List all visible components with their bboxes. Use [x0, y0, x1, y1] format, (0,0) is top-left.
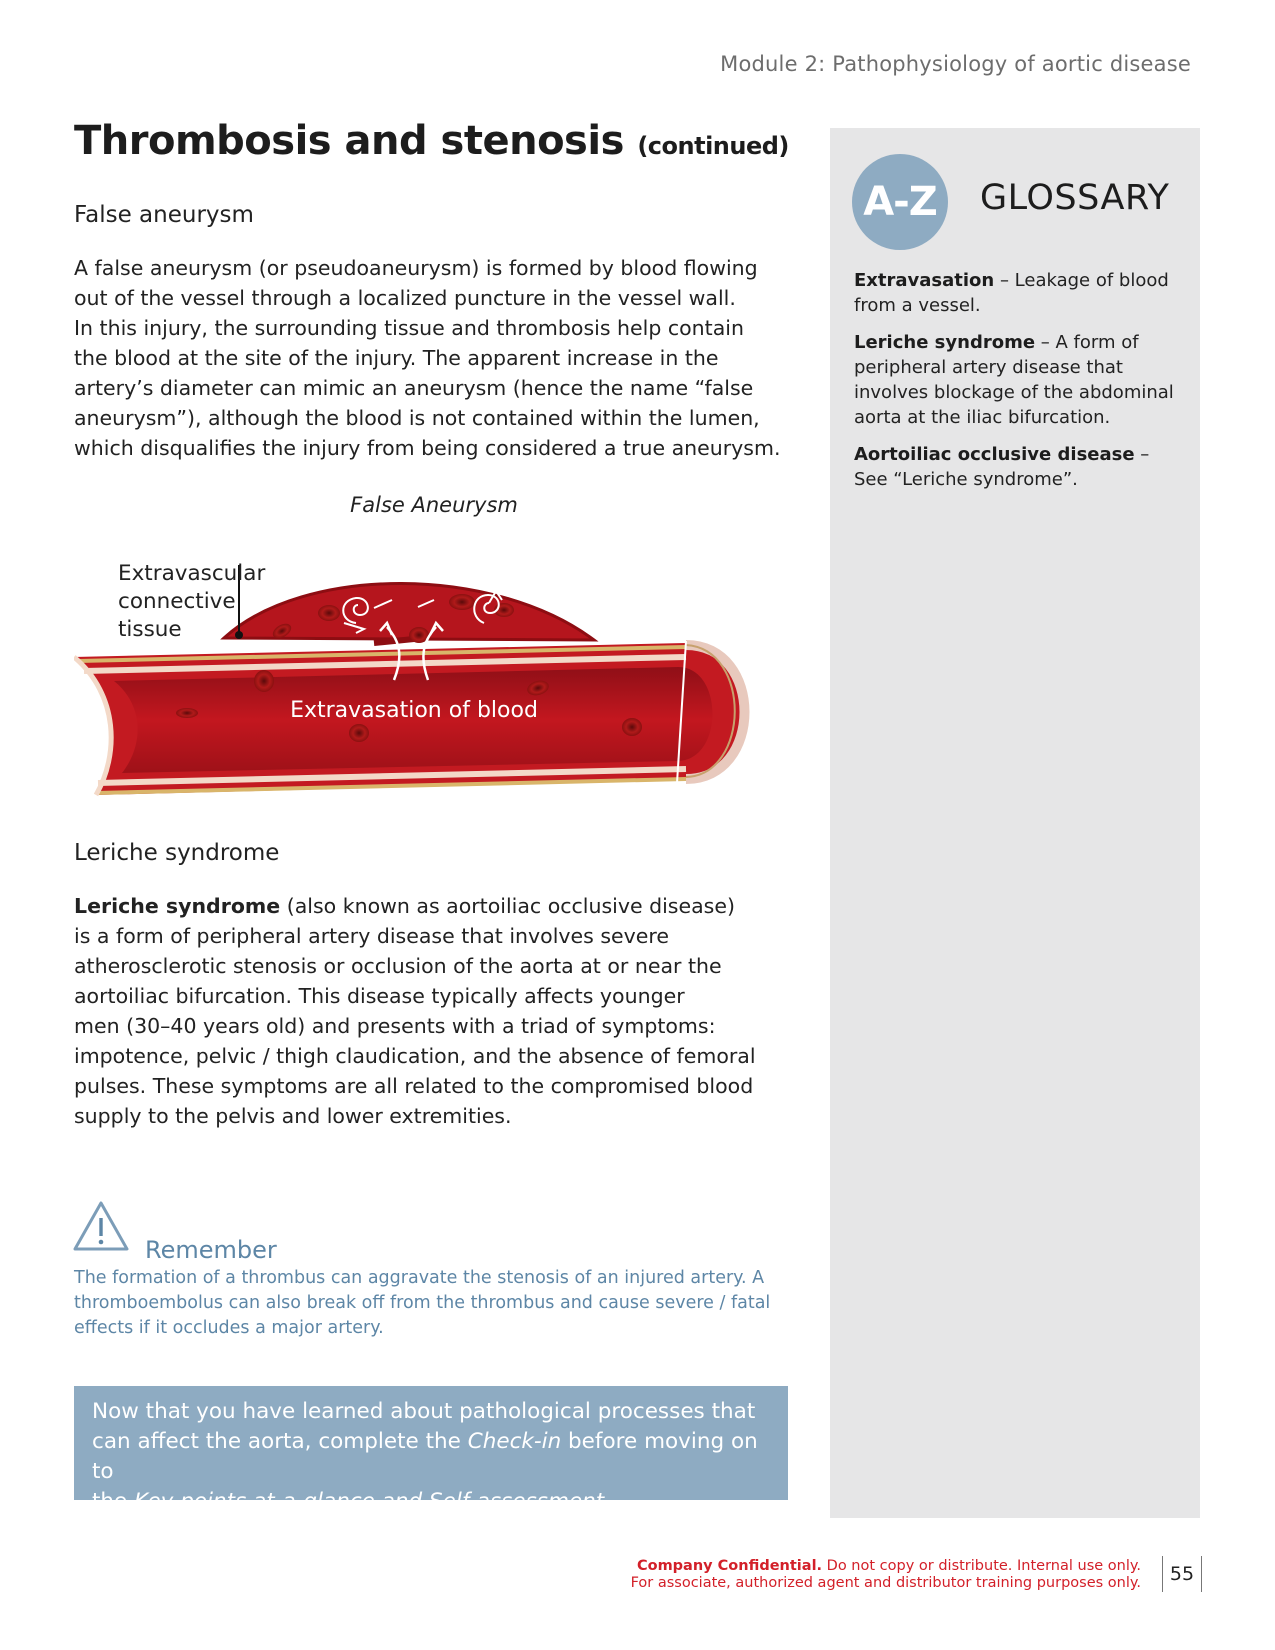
remember-title: Remember [145, 1236, 277, 1264]
key-points-link: Key points at-a-glance and Self-assessment [134, 1489, 605, 1514]
glossary-term: Extravasation [854, 270, 995, 291]
callout-line: can affect the aorta, complete the [92, 1429, 468, 1454]
glossary-term: Aortoiliac occlusive disease [854, 444, 1135, 465]
confidential-bold: Company Confidential. [636, 1558, 823, 1574]
false-aneurysm-heading: False aneurysm [74, 202, 254, 228]
callout-line: . [604, 1489, 612, 1514]
training-notice: For associate, authorized agent and distributor training purposes only. [630, 1575, 1141, 1591]
check-in-link: Check-in [467, 1429, 562, 1454]
module-header: Module 2: Pathophysiology of aortic disease [720, 52, 1191, 76]
callout-line: the [92, 1489, 135, 1514]
false-aneurysm-paragraph [74, 253, 794, 463]
page-title-suffix: (continued) [637, 132, 789, 160]
red-blood-cell [349, 724, 369, 742]
callout-line: Now that you have learned about pathological processes that [92, 1399, 756, 1424]
paragraph-line: men (30–40 years old) and presents with a triad of symptoms: [74, 1014, 716, 1038]
paragraph-line: is a form of peripheral artery disease that involves severe [74, 924, 669, 948]
red-blood-cell [449, 594, 475, 610]
figure-caption: False Aneurysm [350, 493, 518, 517]
red-blood-cell [622, 718, 642, 736]
leriche-paragraph [74, 891, 794, 1131]
remember-line: effects if it occludes a major artery. [74, 1318, 384, 1338]
page-number: 55 [1162, 1556, 1202, 1592]
paragraph-line: artery’s diameter can mimic an aneurysm (hence the name “false [74, 376, 754, 400]
paragraph-line: aortoiliac bifurcation. This disease typically affects younger [74, 984, 685, 1008]
tissue-label: Extravascular connective tissue [118, 561, 266, 642]
paragraph-line: (also known as aortoiliac occlusive disease) [280, 894, 735, 918]
page-title [74, 118, 789, 164]
glossary-panel [830, 128, 1200, 1518]
glossary-term: Leriche syndrome [854, 332, 1036, 353]
glossary-definition: – A form of peripheral artery disease that involves blockage of the abdominal aorta at the iliac bifurcation. [854, 332, 1174, 428]
glossary-definition: – Leakage of blood from a vessel. [854, 270, 1169, 316]
red-blood-cell [176, 708, 198, 718]
glossary-entry [854, 330, 1184, 430]
paragraph-line: supply to the pelvis and lower extremities. [74, 1104, 512, 1128]
leriche-bold-lead: Leriche syndrome [74, 894, 281, 918]
remember-line: thromboembolus can also break off from the thrombus and cause severe / fatal [74, 1293, 771, 1313]
remember-text [74, 1266, 794, 1341]
az-badge-icon: A-Z [852, 154, 948, 250]
page-title-main: Thrombosis and stenosis [74, 118, 624, 164]
check-in-callout [74, 1386, 788, 1514]
glossary-title: GLOSSARY [980, 178, 1170, 218]
paragraph-line: atherosclerotic stenosis or occlusion of the aorta at or near the [74, 954, 722, 978]
glossary-list [854, 268, 1184, 504]
confidential-text: Do not copy or distribute. Internal use only. [822, 1558, 1141, 1574]
paragraph-line: out of the vessel through a localized puncture in the vessel wall. [74, 286, 736, 310]
leriche-heading: Leriche syndrome [74, 840, 280, 866]
warning-icon [72, 1200, 130, 1252]
paragraph-line: pulses. These symptoms are all related to the compromised blood [74, 1074, 754, 1098]
glossary-definition: – See “Leriche syndrome”. [854, 444, 1150, 490]
glossary-entry [854, 268, 1184, 318]
paragraph-line: A false aneurysm (or pseudoaneurysm) is formed by blood flowing [74, 256, 758, 280]
callout-text [92, 1397, 770, 1517]
red-blood-cell [318, 605, 340, 621]
paragraph-line: which disqualifies the injury from being considered a true aneurysm. [74, 436, 781, 460]
paragraph-line: aneurysm”), although the blood is not contained within the lumen, [74, 406, 760, 430]
paragraph-line: impotence, pelvic / thigh claudication, and the absence of femoral [74, 1044, 756, 1068]
glossary-entry [854, 442, 1184, 492]
paragraph-line: In this injury, the surrounding tissue and thrombosis help contain [74, 316, 744, 340]
extravasation-label: Extravasation of blood [290, 698, 538, 723]
remember-line: The formation of a thrombus can aggravate the stenosis of an injured artery. A [74, 1268, 765, 1288]
confidential-notice [621, 1558, 1141, 1592]
red-blood-cell [254, 670, 274, 692]
paragraph-line: the blood at the site of the injury. The apparent increase in the [74, 346, 719, 370]
callout-line: before moving on to [92, 1429, 758, 1484]
puncture-site [374, 639, 414, 643]
